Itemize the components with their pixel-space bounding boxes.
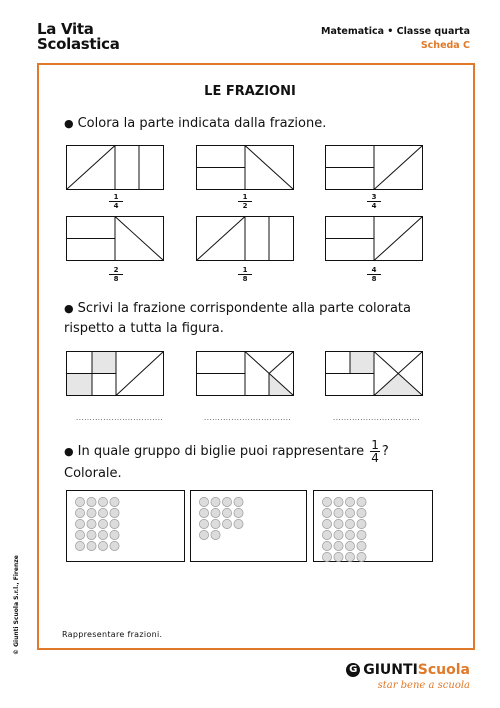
marble[interactable] xyxy=(234,508,243,517)
footer-label: Rappresentare frazioni. xyxy=(62,630,163,639)
marble[interactable] xyxy=(199,508,208,517)
ex1-fraction-2: $\frac{1}{2}$ xyxy=(238,193,252,210)
marble[interactable] xyxy=(87,508,96,517)
marble[interactable] xyxy=(322,519,331,528)
bullet-icon: ● xyxy=(64,302,74,315)
marble[interactable] xyxy=(334,530,343,539)
ex1-figure-4[interactable] xyxy=(66,216,164,261)
marble[interactable] xyxy=(211,497,220,506)
marble[interactable] xyxy=(345,508,354,517)
exercise3-text-after: ? xyxy=(381,444,389,459)
ex2-figure-1 xyxy=(66,351,164,396)
marble[interactable] xyxy=(87,497,96,506)
marble[interactable] xyxy=(211,508,220,517)
logo-line1: La Vita xyxy=(37,20,94,38)
marble[interactable] xyxy=(334,508,343,517)
subject-label: Matematica • Classe quarta xyxy=(321,26,470,37)
marble[interactable] xyxy=(322,541,331,550)
marble[interactable] xyxy=(322,552,331,561)
brand-giunti: GIUNTI xyxy=(363,662,418,678)
ex1-figure-6[interactable] xyxy=(325,216,423,261)
ex1-fraction-5: $\frac{1}{8}$ xyxy=(238,266,252,283)
giunti-g-icon: G xyxy=(346,663,360,677)
marble[interactable] xyxy=(345,519,354,528)
marble[interactable] xyxy=(322,508,331,517)
marble[interactable] xyxy=(98,497,107,506)
ex1-figure-2[interactable] xyxy=(196,145,294,190)
marble[interactable] xyxy=(110,497,119,506)
marble[interactable] xyxy=(211,519,220,528)
marble[interactable] xyxy=(110,541,119,550)
ex2-figure-2 xyxy=(196,351,294,396)
ex1-fraction-4: $\frac{2}{8}$ xyxy=(109,266,123,283)
marble[interactable] xyxy=(345,552,354,561)
exercise2-text-line2: rispetto a tutta la figura. xyxy=(64,321,224,336)
exercise1-instruction xyxy=(64,114,326,134)
marble[interactable] xyxy=(222,497,231,506)
marble[interactable] xyxy=(334,552,343,561)
exercise1-text: Colora la parte indicata dalla frazione. xyxy=(77,116,327,131)
marble[interactable] xyxy=(211,530,220,539)
marble[interactable] xyxy=(75,497,84,506)
marble[interactable] xyxy=(234,519,243,528)
exercise3-text-line2: Colorale. xyxy=(64,466,122,481)
sheet-label: Scheda C xyxy=(420,40,470,51)
marble[interactable] xyxy=(357,552,366,561)
marble[interactable] xyxy=(345,541,354,550)
marble[interactable] xyxy=(75,508,84,517)
marble[interactable] xyxy=(75,541,84,550)
ex1-fraction-6: $\frac{4}{8}$ xyxy=(367,266,381,283)
ex2-answer-1[interactable]: ................................ xyxy=(76,414,164,422)
marble[interactable] xyxy=(98,508,107,517)
marble[interactable] xyxy=(199,519,208,528)
ex1-figure-5[interactable] xyxy=(196,216,294,261)
marble[interactable] xyxy=(322,530,331,539)
marble[interactable] xyxy=(110,519,119,528)
marble-group-1-svg xyxy=(67,491,186,563)
marble[interactable] xyxy=(334,541,343,550)
marble[interactable] xyxy=(110,530,119,539)
exercise3-text: In quale gruppo di biglie puoi rappresentare xyxy=(77,444,365,459)
marble[interactable] xyxy=(334,497,343,506)
marble[interactable] xyxy=(357,519,366,528)
marble[interactable] xyxy=(98,519,107,528)
marble[interactable] xyxy=(98,530,107,539)
ex1-fraction-3: $\frac{3}{4}$ xyxy=(367,193,381,210)
exercise3-fraction: $\frac{1}{4}$ xyxy=(371,438,379,465)
marble-group-3[interactable] xyxy=(313,490,433,562)
marble[interactable] xyxy=(357,530,366,539)
bullet-icon: ● xyxy=(64,445,74,458)
marble[interactable] xyxy=(222,508,231,517)
exercise2-text-line1: Scrivi la frazione corrispondente alla parte colorata xyxy=(77,301,411,316)
marble[interactable] xyxy=(345,497,354,506)
logo-line2: Scolastica xyxy=(37,35,120,53)
marble[interactable] xyxy=(98,541,107,550)
ex2-answer-2[interactable]: ................................ xyxy=(204,414,292,422)
marble[interactable] xyxy=(357,508,366,517)
marble[interactable] xyxy=(357,541,366,550)
bullet-icon: ● xyxy=(64,117,74,130)
marble[interactable] xyxy=(199,497,208,506)
marble[interactable] xyxy=(199,530,208,539)
marble[interactable] xyxy=(234,497,243,506)
marble[interactable] xyxy=(345,530,354,539)
marble[interactable] xyxy=(322,497,331,506)
copyright-text: © Giunti Scuola S.r.l., Firenze xyxy=(13,555,20,655)
marble[interactable] xyxy=(334,519,343,528)
brand-scuola: Scuola xyxy=(417,662,470,678)
marble[interactable] xyxy=(357,497,366,506)
marble[interactable] xyxy=(87,541,96,550)
marble[interactable] xyxy=(75,519,84,528)
marble-group-1[interactable] xyxy=(66,490,185,562)
ex1-figure-3[interactable] xyxy=(325,145,423,190)
marble[interactable] xyxy=(87,530,96,539)
marble[interactable] xyxy=(222,519,231,528)
page-title: LE FRAZIONI xyxy=(204,84,296,99)
ex1-fraction-1: $\frac{1}{4}$ xyxy=(109,193,123,210)
marble[interactable] xyxy=(87,519,96,528)
brand-tagline: star bene a scuola xyxy=(377,680,470,691)
marble-group-2[interactable] xyxy=(190,490,307,562)
logo xyxy=(37,22,120,52)
marble-group-2-svg xyxy=(191,491,308,563)
brand-logo xyxy=(346,662,470,678)
exercise3-instruction xyxy=(64,439,389,484)
ex2-figure-3 xyxy=(325,351,423,396)
exercise2-instruction xyxy=(64,299,411,339)
marble[interactable] xyxy=(110,508,119,517)
ex1-figure-1[interactable] xyxy=(66,145,164,190)
marble-group-3-svg xyxy=(314,491,434,563)
marble[interactable] xyxy=(75,530,84,539)
ex2-answer-3[interactable]: ................................ xyxy=(333,414,421,422)
